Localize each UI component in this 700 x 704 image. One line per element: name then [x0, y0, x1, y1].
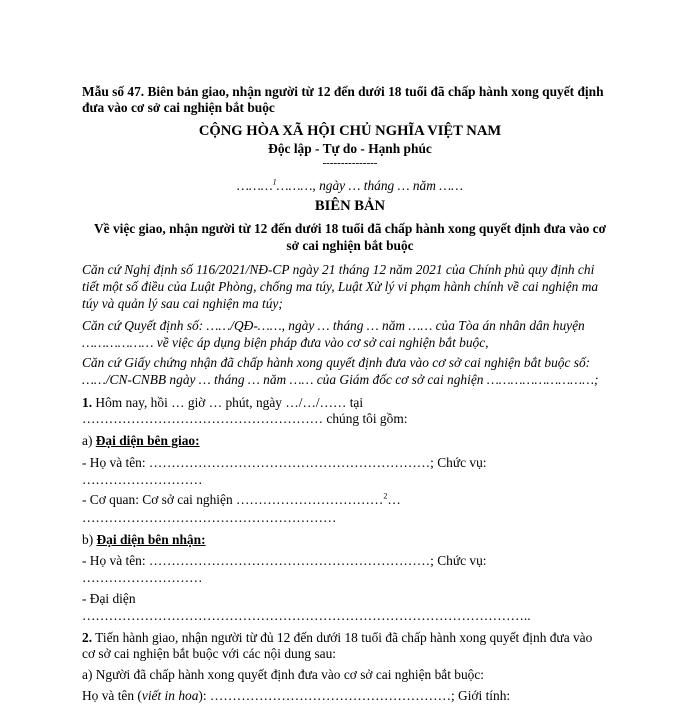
header-divider: --------------- — [322, 157, 378, 169]
handover-party-prefix: a) — [82, 433, 96, 448]
person-name-prefix: Họ và tên ( — [82, 688, 142, 703]
handover-org-cont: ………………………………………………… — [82, 510, 337, 525]
section-2-line-1 — [82, 630, 592, 646]
place-blank: ……… — [236, 178, 273, 193]
date-blank: ………, ngày … tháng … năm …… — [276, 178, 464, 193]
handover-org-suffix: … — [387, 492, 401, 507]
section-1-text: Hôm nay, hồi … giờ … phút, ngày …/…/…… tại — [92, 395, 364, 410]
section-2-text: Tiến hành giao, nhận người từ đủ 12 đến dưới 18 tuổi đã chấp hành xong quyết định đưa vào — [92, 630, 593, 645]
national-motto: Độc lập - Tự do - Hạnh phúc — [268, 141, 432, 156]
section-1-line-2: ……………………………………………… chúng tôi gồm: — [82, 411, 408, 426]
receiving-party-label: Đại diện bên nhận: — [96, 532, 206, 547]
person-name-suffix: ): ………………………………………………; Giới tính: — [198, 688, 511, 703]
form-title-line-2: đưa vào cơ sở cai nghiện bắt buộc — [82, 100, 275, 115]
legal-basis-2-line-2: ……………… về việc áp dụng biện pháp đưa vào cơ sở cai nghiện bắt buộc, — [82, 335, 489, 350]
legal-basis-2-line-1: Căn cứ Quyết định số: ……/QĐ-……, ngày … tháng … năm …… của Tòa án nhân dân huyện — [82, 318, 585, 333]
footnote-marker-2: 2 — [383, 491, 388, 501]
form-title-line-1: Mẫu số 47. Biên bản giao, nhận người từ 12 đến dưới 18 tuổi đã chấp hành xong quyết định — [82, 84, 604, 99]
handover-party-label: Đại diện bên giao: — [95, 433, 200, 448]
document-title: BIÊN BẢN — [314, 198, 386, 214]
legal-basis-1-line-3: túy và quản lý sau cai nghiện ma túy; — [82, 296, 283, 311]
receiving-party-prefix: b) — [82, 532, 97, 547]
receiving-rep-cont: ……………………………………………………………………………………….. — [82, 608, 531, 623]
footnote-marker-1: 1 — [272, 177, 277, 187]
subject-line-1: Về việc giao, nhận người từ 12 đến dưới 18 tuổi đã chấp hành xong quyết định đưa vào cơ — [93, 221, 606, 236]
receiving-party-heading — [82, 532, 206, 548]
subject-line-2: sở cai nghiện bắt buộc — [286, 238, 414, 253]
receiving-name-line: - Họ và tên: ………………………………………………………; Chức vụ: — [82, 553, 487, 568]
handover-name-cont: ……………………… — [82, 472, 203, 487]
section-2a-line: a) Người đã chấp hành xong quyết định đưa vào cơ sở cai nghiện bắt buộc: — [82, 667, 485, 682]
handover-org-line — [82, 492, 401, 508]
section-2-line-2: cơ sở cai nghiện bắt buộc với các nội dung sau: — [82, 646, 337, 661]
legal-basis-1-line-1: Căn cứ Nghị định số 116/2021/NĐ-CP ngày 21 tháng 12 năm 2021 của Chính phủ quy định chi — [82, 262, 595, 277]
person-name-line — [82, 688, 510, 704]
legal-basis-3-line-1: Căn cứ Giấy chứng nhận đã chấp hành xong quyết định đưa vào cơ sở cai nghiện bắt buộc số: — [82, 355, 591, 370]
country-name: CỘNG HÒA XÃ HỘI CHỦ NGHĨA VIỆT NAM — [198, 123, 502, 139]
section-2-number: 2. — [82, 630, 93, 645]
place-date-line — [0, 178, 700, 194]
legal-basis-3-line-2: ……/CN-CNBB ngày … tháng … năm …… của Giám đốc cơ sở cai nghiện ………………………; — [82, 372, 599, 387]
handover-name-line: - Họ và tên: ………………………………………………………; Chức vụ: — [82, 455, 487, 470]
section-1-number: 1. — [82, 395, 93, 410]
receiving-rep-line: - Đại diện — [82, 591, 136, 606]
receiving-name-cont: ……………………… — [82, 570, 203, 585]
handover-party-heading — [82, 433, 200, 449]
person-name-hint: viết in hoa — [141, 688, 199, 703]
handover-org-text: - Cơ quan: Cơ sở cai nghiện …………………………… — [82, 492, 384, 507]
legal-basis-1-line-2: tiết một số điều của Luật Phòng, chống ma túy, Luật Xử lý vi phạm hành chính về cai nghiện ma — [82, 279, 599, 294]
section-1-line-1 — [82, 395, 363, 411]
